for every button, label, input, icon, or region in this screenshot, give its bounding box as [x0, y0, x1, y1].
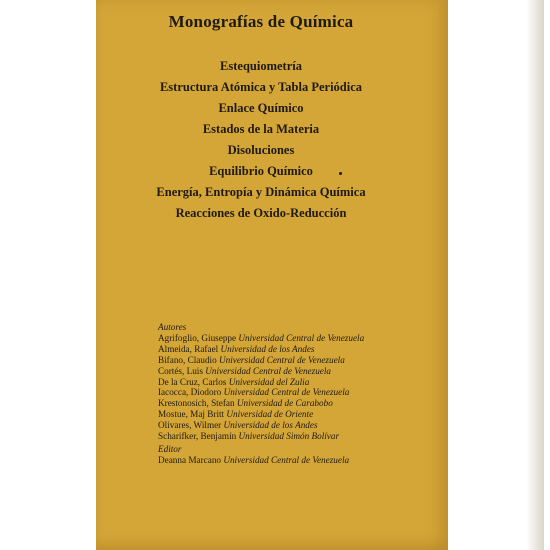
book-back-cover — [96, 0, 448, 550]
series-title: Monografías de Química — [168, 12, 354, 31]
editor-label: Editor — [158, 443, 182, 454]
author-name: Bifano, Claudio — [158, 354, 217, 365]
author-institution: Universidad de Oriente — [226, 409, 314, 420]
topic-item: Reacciones de Oxido-Reducción — [175, 206, 347, 220]
author-name: Krestonosich, Stefan — [158, 398, 235, 409]
author-row — [158, 398, 443, 409]
author-row — [158, 333, 443, 344]
author-row — [158, 431, 443, 442]
topic-item: Disoluciones — [227, 143, 295, 157]
authors-label: Autores — [158, 322, 187, 332]
cover-edge-shadow — [526, 0, 544, 550]
author-institution: Universidad de Carabobo — [236, 398, 333, 409]
author-row — [158, 387, 443, 398]
author-institution: Universidad de los Andes — [223, 420, 318, 431]
author-name: De la Cruz, Carlos — [158, 376, 227, 387]
topic-item: Estructura Atómica y Tabla Periódica — [159, 80, 363, 94]
topic-item: Estequiometría — [220, 59, 302, 73]
author-name: Agrifoglio, Giuseppe — [158, 332, 237, 343]
author-institution: Universidad Central de Venezuela — [219, 354, 345, 365]
editor-institution: Universidad Central de Venezuela — [223, 454, 350, 465]
topic-item: Enlace Químico — [218, 101, 304, 115]
author-row — [158, 377, 443, 388]
author-name: Cortés, Luis — [158, 365, 203, 376]
author-institution: Universidad de los Andes — [220, 343, 315, 354]
topic-item: Equilibrio Químico — [209, 164, 313, 178]
author-institution: Universidad Simón Bolívar — [238, 431, 340, 442]
author-row — [158, 420, 443, 431]
print-speck — [339, 172, 342, 175]
author-row — [158, 409, 443, 420]
credits-block — [158, 322, 443, 466]
topics-list — [96, 56, 426, 224]
topic-item: Energía, Entropía y Dinámica Química — [156, 185, 366, 199]
author-institution: Universidad Central de Venezuela — [223, 387, 350, 398]
author-institution: Universidad del Zulia — [228, 376, 310, 387]
author-row — [158, 355, 443, 366]
author-row — [158, 344, 443, 355]
editor-row — [158, 455, 443, 466]
author-row — [158, 366, 443, 377]
editor-name: Deanna Marcano — [158, 454, 222, 465]
author-name: Mostue, Maj Britt — [158, 409, 225, 420]
topic-item: Estados de la Materia — [202, 122, 320, 136]
author-institution: Universidad Central de Venezuela — [205, 365, 332, 376]
author-institution: Universidad Central de Venezuela — [238, 332, 365, 343]
author-name: Almeida, Rafael — [158, 343, 219, 354]
author-name: Iacocca, Diodoro — [158, 387, 222, 398]
author-name: Scharifker, Benjamín — [158, 431, 237, 442]
author-name: Olivares, Wilmer — [158, 420, 222, 431]
